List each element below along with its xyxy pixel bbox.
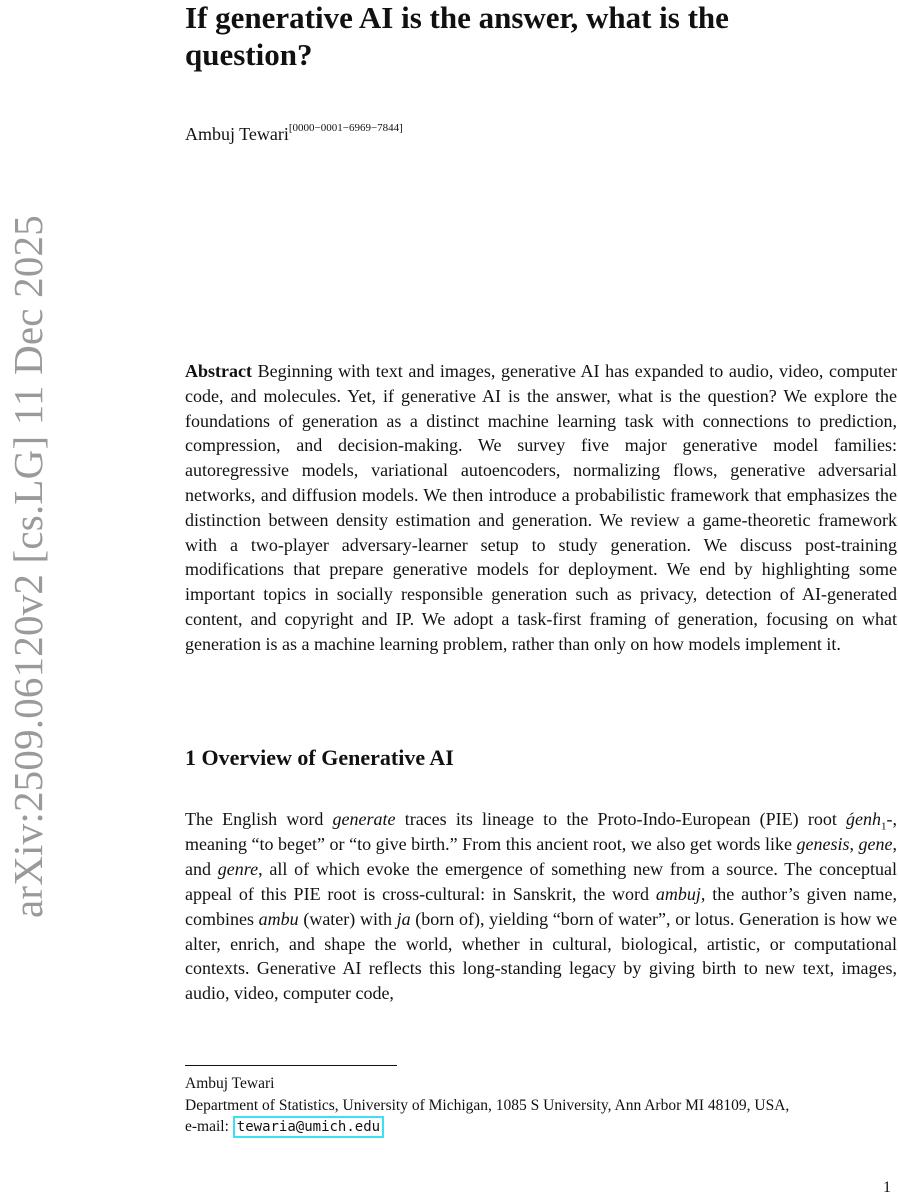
abstract-label: Abstract [185, 361, 252, 381]
paragraph-text: The English word [185, 809, 333, 829]
paragraph-emphasis: ja [396, 908, 411, 929]
paragraph-text: , and [185, 833, 898, 879]
email-link[interactable]: tewaria@umich.edu [233, 1116, 384, 1138]
abstract-text: Beginning with text and images, generative AI has expanded to audio, video, computer code, and molecules. Yet, if generative AI is the answer, what is the question? We explore the foundations of generation as a distinct machine learning task with connections to prediction, compression, and decision-making. We survey five major generative model families: autoregressive models, variational autoencoders, normalizing flows, generative adversarial networks, and diffusion models. We then introduce a probabilistic framework that emphasizes the distinction between density estimation and generation. We review a game-theoretic framework with a two-player adversary-learner setup to study generation. We discuss post-training modifications that prepare generative models for deployment. We end by highlighting some important topics in socially responsible generation such as privacy, detection of AI-generated content, and copyright and IP. We adopt a task-first framing of generation, focusing on what generation is as a machine learning problem, rather than only on how models implement it. [185, 361, 897, 654]
paragraph-emphasis: gene [858, 833, 893, 854]
paper-title: If generative AI is the answer, what is the question? [185, 0, 729, 72]
footnote-affiliation: Department of Statistics, University of Michigan, 1085 S University, Ann Arbor MI 48109, USA, [185, 1096, 790, 1114]
arxiv-stamp: arXiv:2509.06120v2 [cs.LG] 11 Dec 2025 [5, 215, 51, 918]
paragraph-text: (water) with [298, 908, 397, 929]
paragraph-emphasis: ǵenh [846, 809, 882, 829]
footnote-author: Ambuj Tewari [185, 1075, 275, 1092]
author-orcid: [0000−0001−6969−7844] [288, 122, 403, 134]
footnote [185, 1073, 897, 1139]
paragraph-emphasis: genesis [796, 833, 850, 854]
paragraph-subscript: 1 [881, 820, 887, 833]
paragraph-text: , all of which evoke the emergence of something new from a source. The conceptual appeal of this PIE root is cross-cultural: in Sanskrit, the word [185, 858, 897, 904]
author-name: Ambuj Tewari [185, 124, 289, 144]
abstract [185, 359, 897, 657]
paragraph-text: , [849, 833, 859, 854]
paragraph-text: , the author’s given name, combines [185, 883, 897, 929]
paragraph-text: (born of), yielding “born of water”, or lotus. Generation is how we alter, enrich, and shape the world, whether in cultural, biological, artistic, or computational contexts. Generative AI reflects this long-standing legacy by giving birth to new text, images, audio, video, computer code, [185, 908, 897, 1004]
paragraph-emphasis: ambu [258, 908, 299, 929]
footnote-rule [185, 1065, 397, 1066]
page-number: 1 [883, 1179, 891, 1196]
section-paragraph [185, 807, 897, 1006]
paragraph-emphasis: generate [332, 809, 396, 829]
paragraph-text: -, meaning “to beget” or “to give birth.” From this ancient root, we also get words like [185, 809, 898, 854]
author-line [185, 124, 403, 146]
section-heading: 1 Overview of Generative AI [185, 745, 454, 770]
paragraph-emphasis: ambuj [655, 883, 701, 904]
paragraph-text: traces its lineage to the Proto-Indo-European (PIE) root [395, 809, 847, 829]
footnote-email-line [185, 1116, 897, 1139]
paragraph-emphasis: genre [217, 858, 259, 879]
email-label: e-mail: [185, 1118, 233, 1135]
